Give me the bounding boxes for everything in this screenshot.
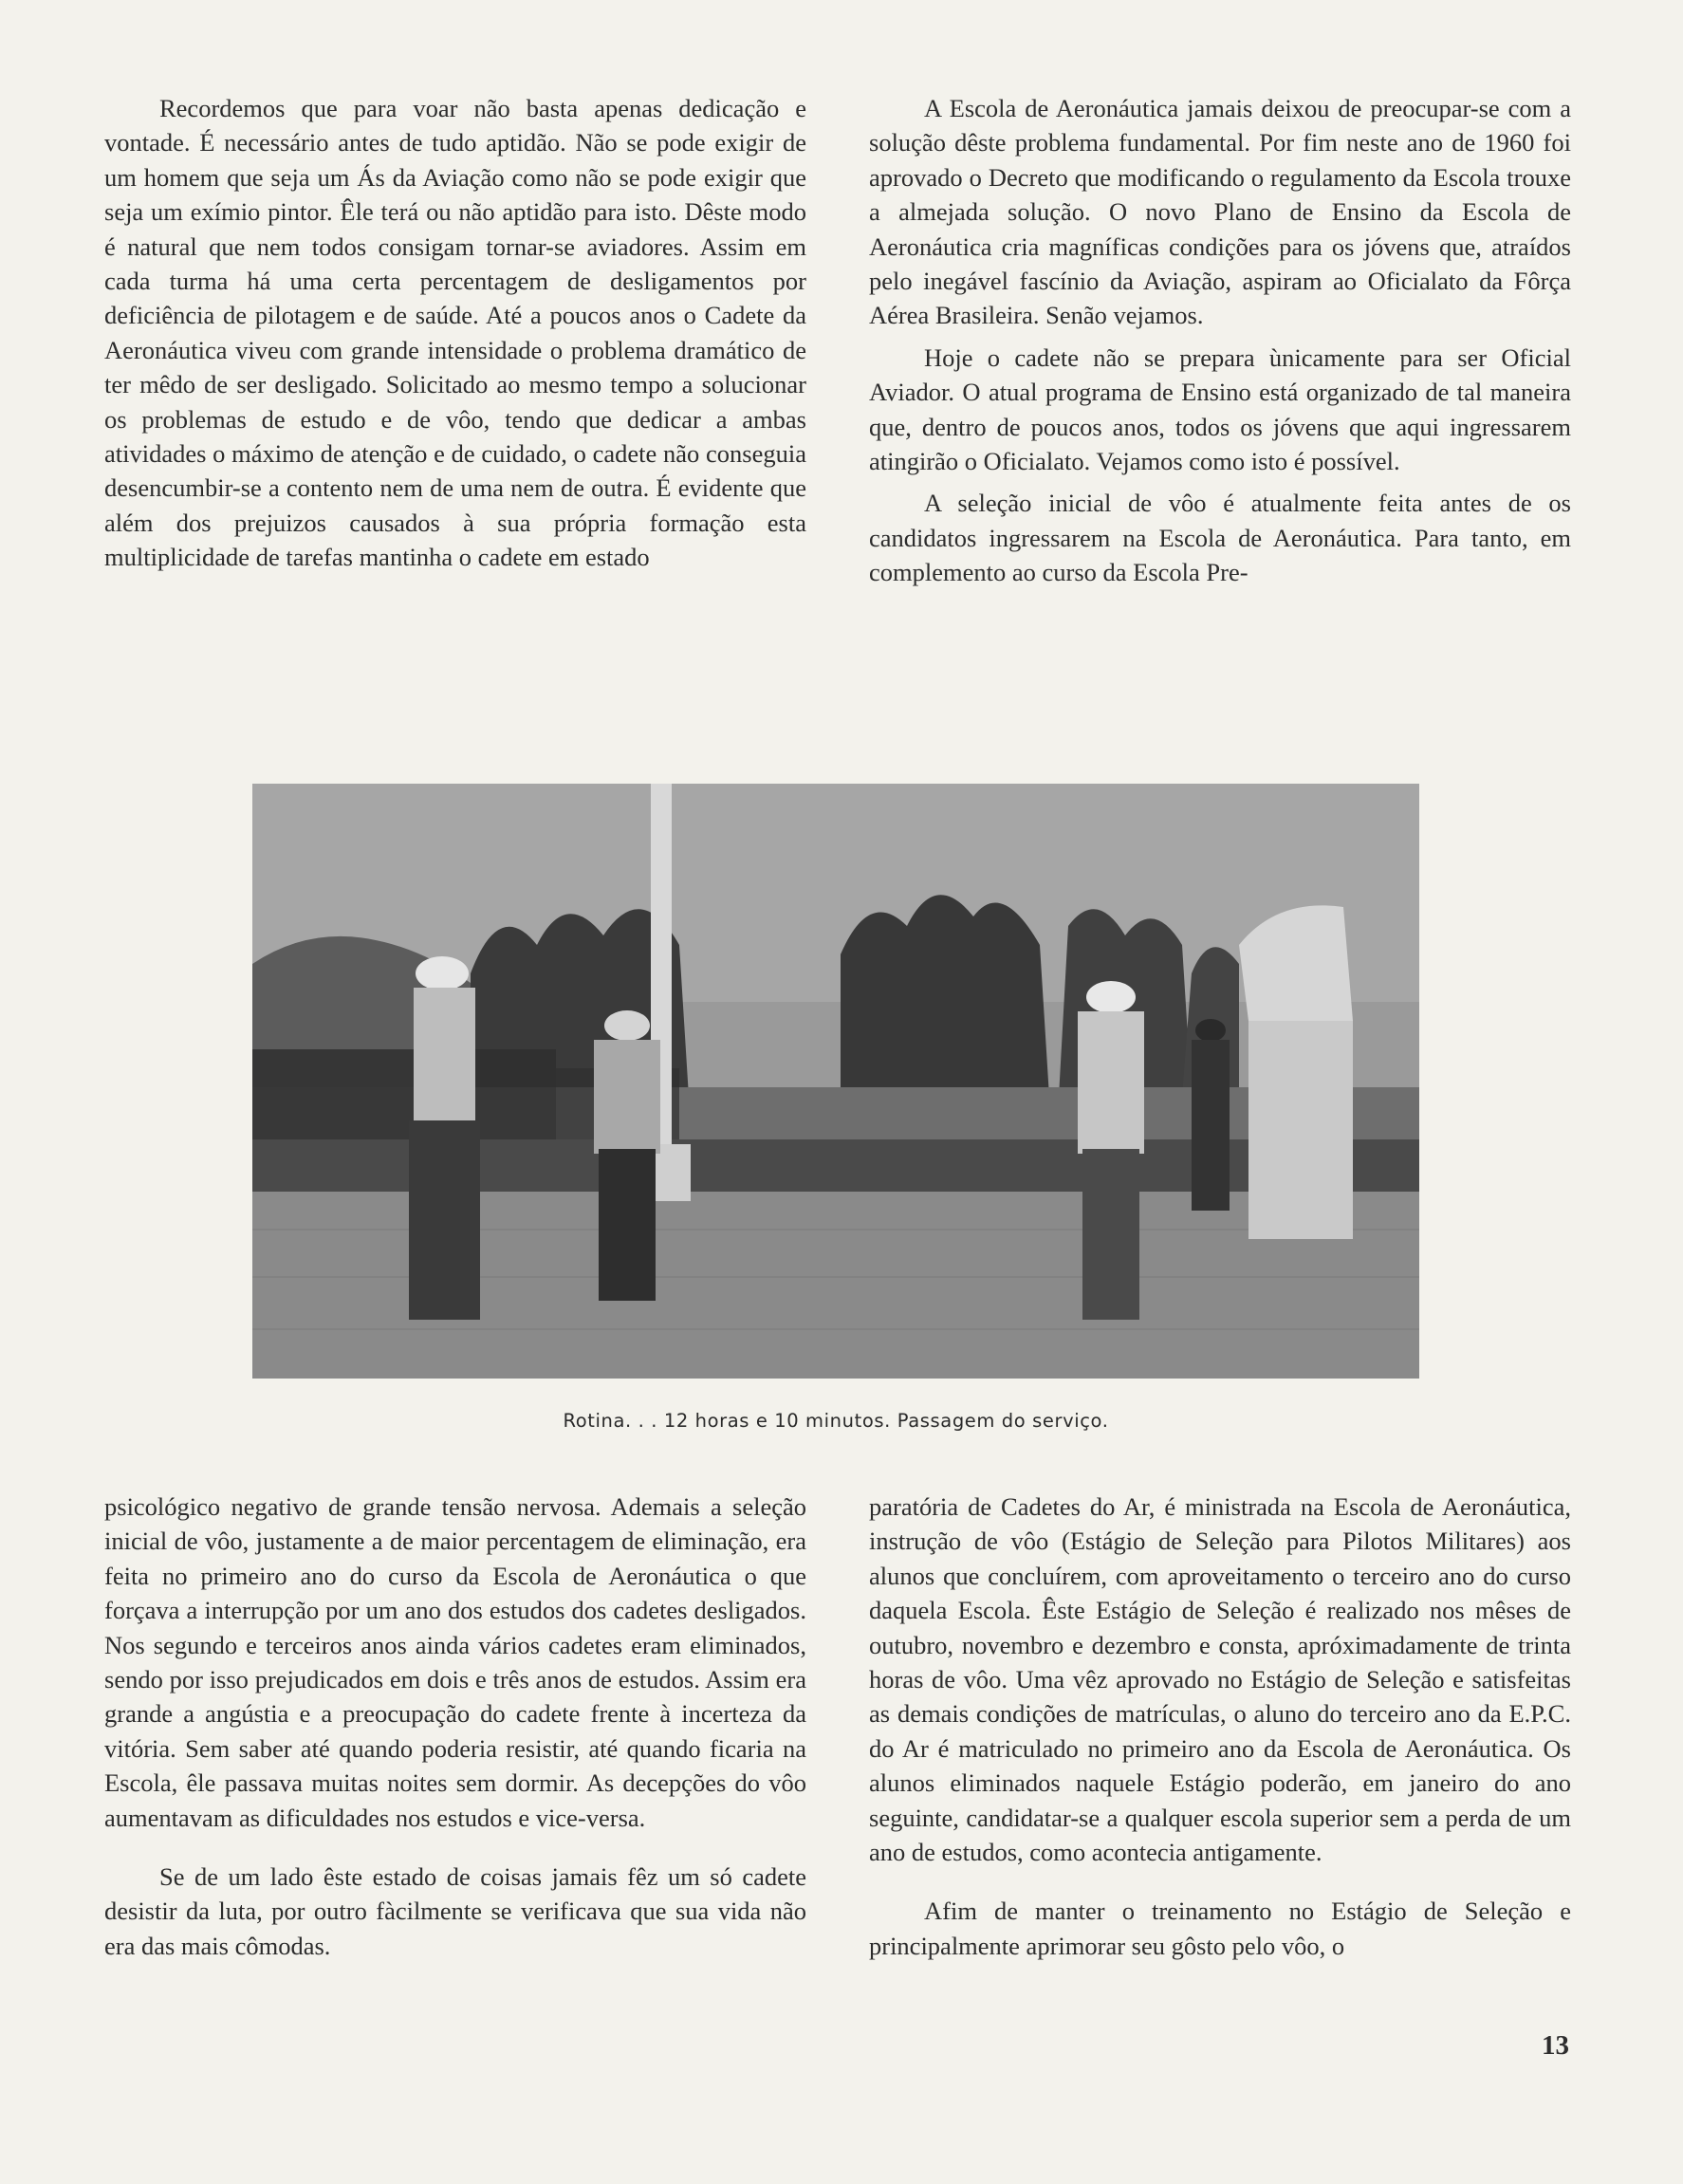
paragraph: Se de um lado êste estado de coisas jamais fêz um só cadete desistir da luta, por outro fàcilmente se verificava que sua vida não era das mais cômodas. — [104, 1862, 806, 1960]
paragraph: Afim de manter o treinamento no Estágio de Seleção e principalmente aprimorar seu gôsto pelo vôo, o — [869, 1897, 1571, 1960]
paragraph: paratória de Cadetes do Ar, é ministrada na Escola de Aeronáutica, instrução de vôo (Estágio de Seleção para Pilotos Militares) aos alunos que concluírem, com aproveitamento o terceiro ano do curso daquela Escola. Êste Estágio de Seleção é realizado nos mêses de outubro, novembro e dezembro e consta, apróximadamente de trinta horas de vôo. Uma vêz aprovado no Estágio de Seleção e satisfeitas as demais condições de matrículas, o aluno do terceiro ano da E.P.C. do Ar é matriculado no primeiro ano da Escola de Aeronáutica. Os alunos eliminados naquele Estágio poderão, em janeiro do ano seguinte, candidatar-se a qualquer escola superior sem a perda de um ano de estudos, como acontecia antigamente. — [869, 1492, 1571, 1867]
column-bottom-left — [104, 1490, 806, 1963]
column-bottom-right — [869, 1490, 1571, 1963]
column-top-right — [869, 91, 1571, 590]
paragraph: Recordemos que para voar não basta apenas dedicação e vontade. É necessário antes de tudo aptidão. Não se pode exigir de um homem que seja um Ás da Aviação como não se pode exigir que seja um exímio pintor. Êle terá ou não aptidão para isto. Dêste modo é natural que nem todos consigam tornar-se aviadores. Assim em cada turma há uma certa percentagem de desligamentos por deficiência de pilotagem e de saúde. Até a poucos anos o Cadete da Aeronáutica viveu com grande intensidade o problema dramático de ter mêdo de ser desligado. Solicitado ao mesmo tempo a solucionar os problemas de estudo e de vôo, tendo que dedicar a ambas atividades o máximo de atenção e de cuidado, o cadete não conseguia desencumbir-se a contento nem de uma nem de outra. É evidente que além dos prejuizos causados à sua própria formação esta multiplicidade de tarefas mantinha o cadete em estado — [104, 94, 806, 572]
photo-image — [252, 784, 1419, 1379]
photo-illustration — [252, 784, 1419, 1379]
paragraph: Hoje o cadete não se prepara ùnicamente para ser Oficial Aviador. O atual programa de Ensino está organizado de tal maneira que, dentro de poucos anos, todos os jóvens que aqui ingressarem atingirão o Oficialato. Vejamos como isto é possível. — [869, 342, 1571, 476]
column-top-left — [104, 91, 806, 575]
photo-caption: Rotina. . . 12 horas e 10 minutos. Passagem do serviço. — [563, 1410, 1109, 1432]
paragraph: A seleção inicial de vôo é atualmente feita antes de os candidatos ingressarem na Escola de Aeronáutica. Para tanto, em complemento ao curso da Escola Pre- — [869, 489, 1571, 587]
page-number: 13 — [1542, 2030, 1569, 2061]
paragraph: A Escola de Aeronáutica jamais deixou de preocupar-se com a solução dêste problema fundamental. Por fim neste ano de 1960 foi aprovado o Decreto que modificando o regulamento da Escola trouxe a almejada solução. O novo Plano de Ensino da Escola de Aeronáutica cria magníficas condições para os jóvens que, atraídos pelo inegável fascínio da Aviação, aspiram ao Oficialato da Fôrça Aérea Brasileira. Senão vejamos. — [869, 94, 1571, 330]
paragraph: psicológico negativo de grande tensão nervosa. Ademais a seleção inicial de vôo, justamente a de maior percentagem de eliminação, era feita no primeiro ano do curso da Escola de Aeronáutica o que forçava a interrupção por um ano dos estudos dos cadetes desligados. Nos segundo e terceiros anos ainda vários cadetes eram eliminados, sendo por isso prejudicados em dois e três anos de estudos. Assim era grande a angústia e a preocupação do cadete frente à incerteza da vitória. Sem saber até quando poderia resistir, até quando ficaria na Escola, êle passava muitas noites sem dormir. As decepções do vôo aumentavam as dificuldades nos estudos e vice-versa. — [104, 1492, 806, 1832]
